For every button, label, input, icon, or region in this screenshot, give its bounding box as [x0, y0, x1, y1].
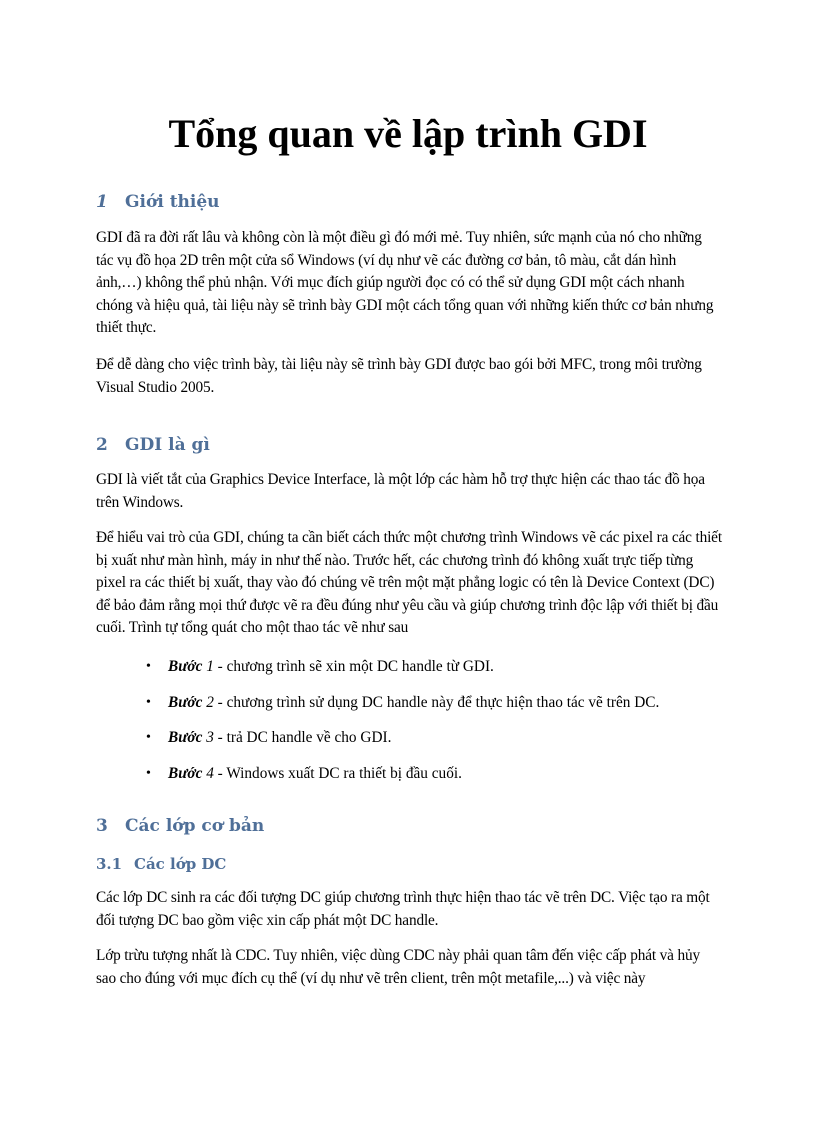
drawing-steps-list — [144, 656, 744, 798]
step-label: Bước — [168, 764, 203, 782]
document-title: Tổng quan về lập trình GDI — [168, 111, 648, 156]
subsection-3-1-number: 3.1 — [96, 855, 123, 873]
list-item — [144, 692, 744, 728]
section-2-title: GDI là gì — [125, 435, 210, 455]
step-label: Bước — [168, 658, 203, 675]
section-2-paragraph-2: Để hiểu vai trò của GDI, chúng ta cần biết cách thức một chương trình Windows vẽ các pixel ra các thiết bị xuất như màn hình, máy in như thế nào. Trước hết, các chương trình đó không xuất trực tiếp từng pixel ra các thiết bị xuất, thay vào đó chúng vẽ trên một mặt phẳng logic có tên là Device Context (DC) để bảo đảm rằng mọi thứ được vẽ ra đều đúng như yêu cầu và giúp chương trình độc lập với thiết bị đầu cuối. Trình tự tổng quát cho một thao tác vẽ như sau — [96, 529, 722, 637]
step-text: - trả DC handle về cho GDI. — [213, 729, 392, 746]
step-number: 2 — [206, 693, 214, 711]
subsection-3-1-paragraph-2: Lớp trừu tượng nhất là CDC. Tuy nhiên, việc dùng CDC này phải quan tâm đến việc cấp phát và hủy sao cho đúng với mục đích cụ thể (ví dụ như vẽ trên client, trên một metafile,...) và việc này — [96, 947, 700, 987]
section-2-paragraph-1: GDI là viết tắt của Graphics Device Interface, là một lớp các hàm hỗ trợ thực hiện các thao tác đồ họa trên Windows. — [96, 471, 705, 511]
list-item — [144, 727, 744, 763]
section-3-heading — [96, 814, 264, 838]
step-number: 3 — [206, 729, 214, 746]
bullet-icon: • — [146, 694, 151, 710]
subsection-3-1-title: Các lớp DC — [134, 855, 227, 873]
step-label: Bước — [168, 693, 203, 711]
step-number: 1 — [206, 658, 214, 675]
step-text: - chương trình sử dụng DC handle này để thực hiện thao tác vẽ trên DC. — [213, 693, 660, 711]
section-1-paragraph-2: Để dễ dàng cho việc trình bày, tài liệu này sẽ trình bày GDI được bao gói bởi MFC, trong môi trường Visual Studio 2005. — [96, 356, 702, 396]
section-2-heading — [96, 433, 210, 457]
section-1-heading — [96, 190, 220, 214]
section-1-number: 1 — [96, 192, 108, 212]
section-1-paragraph-1: GDI đã ra đời rất lâu và không còn là một điều gì đó mới mẻ. Tuy nhiên, sức mạnh của nó cho những tác vụ đồ họa 2D trên một cửa sổ Windows (ví dụ như vẽ các đường cơ bản, tô màu, cắt dán hình ảnh,…) không thể phủ nhận. Với mục đích giúp người đọc có có thể sử dụng GDI một cách nhanh chóng và hiệu quả, tài liệu này sẽ trình bày GDI một cách tổng quan với những kiến thức cơ bản nhưng thiết thực. — [96, 229, 714, 337]
step-number: 4 — [206, 764, 214, 782]
step-label: Bước — [168, 729, 203, 746]
subsection-3-1-heading — [96, 853, 226, 875]
section-3-title: Các lớp cơ bản — [125, 816, 265, 836]
bullet-icon: • — [146, 659, 151, 674]
list-item — [144, 656, 744, 692]
section-3-number: 3 — [96, 816, 108, 836]
bullet-icon: • — [146, 765, 151, 781]
subsection-3-1-paragraph-1: Các lớp DC sinh ra các đối tượng DC giúp chương trình thực hiện thao tác vẽ trên DC. Việc tạo ra một đối tượng DC bao gồm việc xin cấp phát một DC handle. — [96, 889, 710, 929]
bullet-icon: • — [146, 730, 151, 745]
step-text: - Windows xuất DC ra thiết bị đầu cuối. — [213, 764, 462, 782]
list-item — [144, 763, 744, 799]
section-1-title: Giới thiệu — [125, 192, 220, 212]
section-2-number: 2 — [96, 435, 108, 455]
step-text: - chương trình sẽ xin một DC handle từ GDI. — [213, 658, 494, 675]
